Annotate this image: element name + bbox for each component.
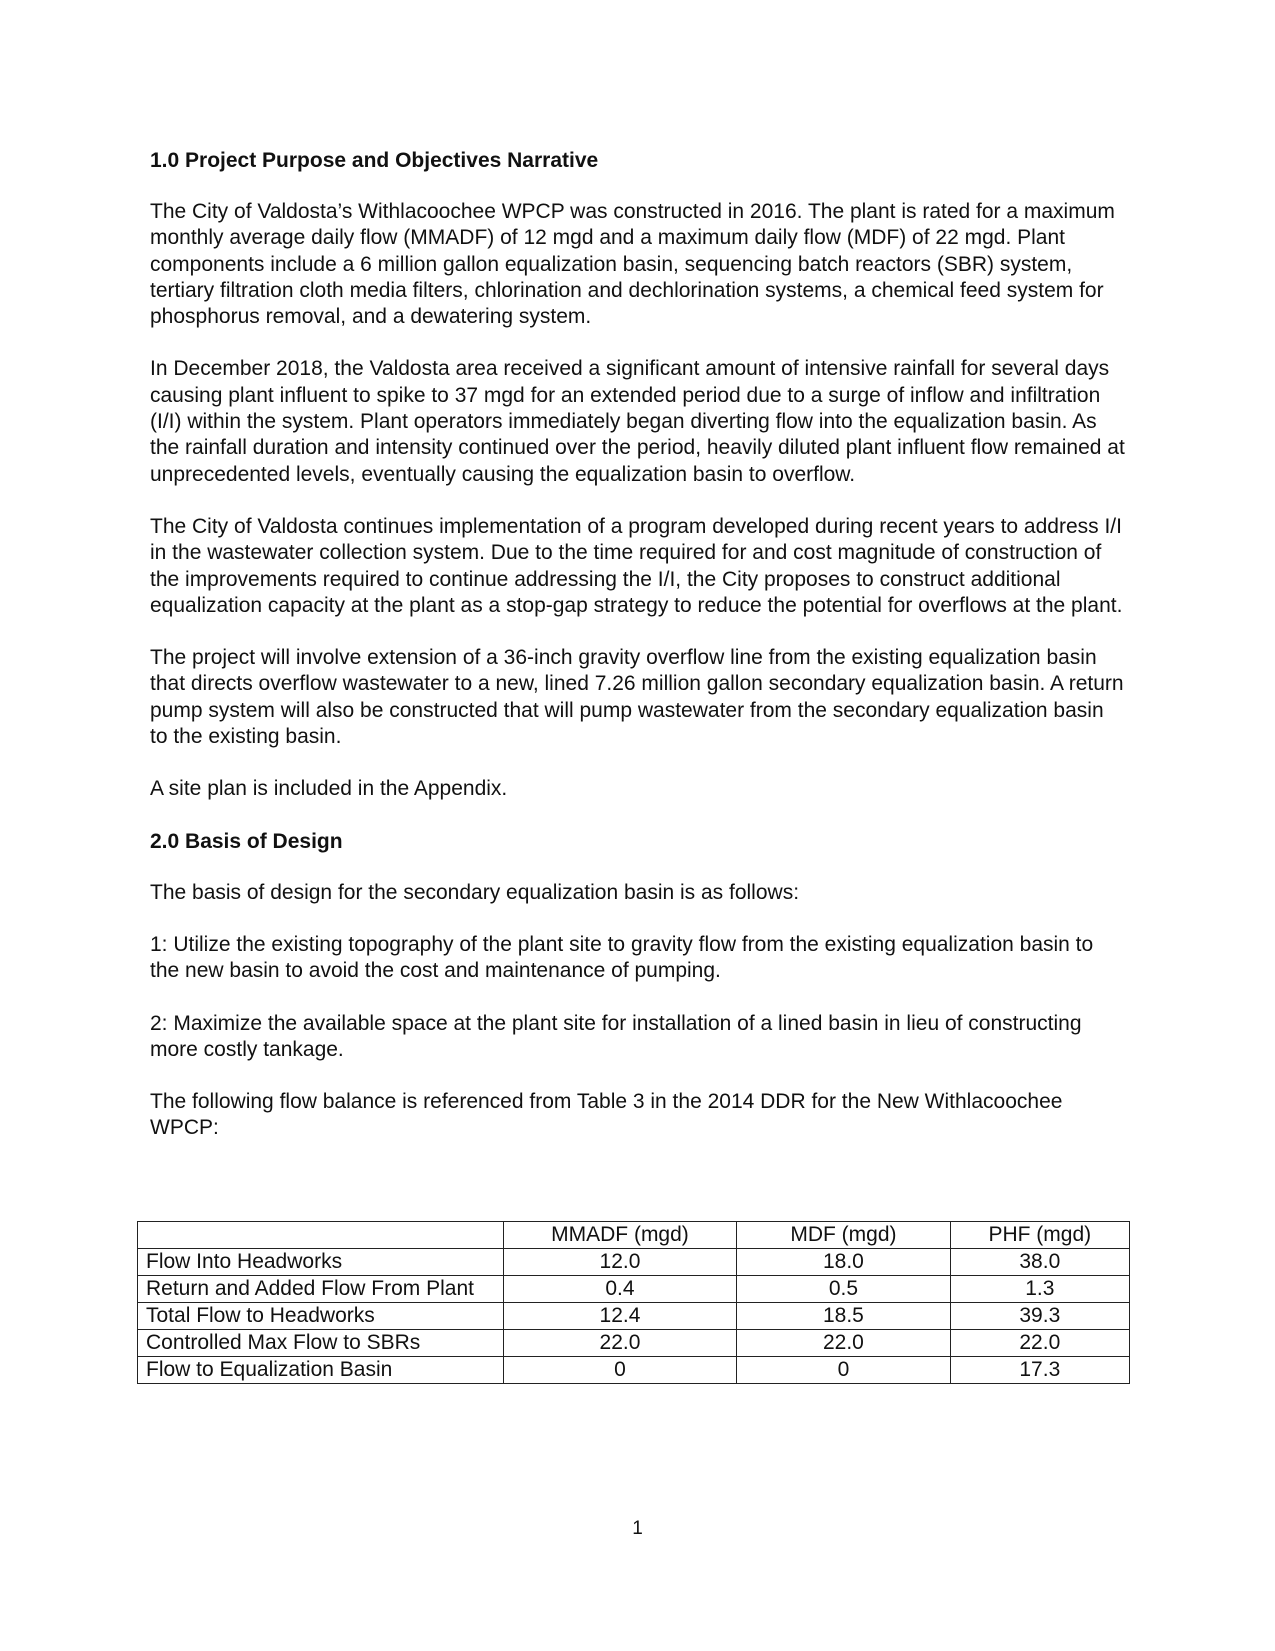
table-row [138, 1330, 1130, 1357]
section-2-paragraph-1: The basis of design for the secondary equalization basin is as follows: [150, 880, 800, 904]
table-cell: 0.5 [737, 1276, 950, 1303]
table-cell: 0 [503, 1357, 736, 1384]
table-cell: 22.0 [950, 1330, 1129, 1357]
table-row [138, 1276, 1130, 1303]
flow-balance-table [137, 1221, 1130, 1384]
page-number: 1 [632, 1518, 643, 1539]
document-body [150, 148, 1125, 1168]
section-2-paragraph-2: 1: Utilize the existing topography of the plant site to gravity flow from the existing equalization basin to the new basin to avoid the cost and maintenance of pumping. [150, 932, 1094, 983]
section-1-paragraph-5: A site plan is included in the Appendix. [150, 777, 508, 801]
section-2-paragraph-3: 2: Maximize the available space at the plant site for installation of a lined basin in lieu of constructing more costly tankage. [150, 1011, 1082, 1061]
table-cell: 0.4 [503, 1276, 736, 1303]
table-cell: 22.0 [503, 1330, 736, 1357]
section-2-heading: 2.0 Basis of Design [150, 829, 343, 853]
table-cell: 22.0 [737, 1330, 950, 1357]
table-row [138, 1249, 1130, 1276]
table-cell: 38.0 [950, 1249, 1129, 1276]
table-row-label: Flow Into Headworks [138, 1249, 504, 1276]
table-header-cell [138, 1222, 504, 1249]
table-header-cell: MDF (mgd) [737, 1222, 950, 1249]
table-cell: 12.4 [503, 1303, 736, 1330]
table-header-cell: PHF (mgd) [950, 1222, 1129, 1249]
table-row [138, 1303, 1130, 1330]
table-cell: 18.0 [737, 1249, 950, 1276]
table-row-label: Total Flow to Headworks [138, 1303, 504, 1330]
table-row [138, 1357, 1130, 1384]
section-1-paragraph-4: The project will involve extension of a 36-inch gravity overflow line from the existing equalization basin that directs overflow wastewater to a new, lined 7.26 million gallon secondary equalization basin. A return pump system will also be constructed that will pump wastewater from the secondary equalization basin to the existing basin. [150, 646, 1124, 749]
table-row-label: Flow to Equalization Basin [138, 1357, 504, 1384]
table-cell: 1.3 [950, 1276, 1129, 1303]
section-2-paragraph-4: The following flow balance is referenced from Table 3 in the 2014 DDR for the New Withlacoochee WPCP: [150, 1090, 1063, 1140]
table-header-row [138, 1222, 1130, 1249]
table-row-label: Return and Added Flow From Plant [138, 1276, 504, 1303]
section-1-heading: 1.0 Project Purpose and Objectives Narrative [150, 149, 599, 172]
table-cell: 17.3 [950, 1357, 1129, 1384]
section-1-paragraph-3: The City of Valdosta continues implementation of a program developed during recent years to address I/I in the wastewater collection system. Due to the time required for and cost magnitude of construction of the improvements required to continue addressing the I/I, the City proposes to construct additional equalization capacity at the plant as a stop-gap strategy to reduce the potential for overflows at the plant. [150, 514, 1123, 617]
section-1-paragraph-1: The City of Valdosta’s Withlacoochee WPCP was constructed in 2016. The plant is rated for a maximum monthly average daily flow (MMADF) of 12 mgd and a maximum daily flow (MDF) of 22 mgd. Plant components include a 6 million gallon equalization basin, sequencing batch reactors (SBR) system, tertiary filtration cloth media filters, chlorination and dechlorination systems, a chemical feed system for phosphorus removal, and a dewatering system. [150, 200, 1115, 329]
table-header-cell: MMADF (mgd) [503, 1222, 736, 1249]
table-cell: 0 [737, 1357, 950, 1384]
table-cell: 18.5 [737, 1303, 950, 1330]
table-cell: 39.3 [950, 1303, 1129, 1330]
table-cell: 12.0 [503, 1249, 736, 1276]
section-1-paragraph-2: In December 2018, the Valdosta area received a significant amount of intensive rainfall for several days causing plant influent to spike to 37 mgd for an extended period due to a surge of inflow and infiltration (I/I) within the system. Plant operators immediately began diverting flow into the equalization basin. As the rainfall duration and intensity continued over the period, heavily diluted plant influent flow remained at unprecedented levels, eventually causing the equalization basin to overflow. [150, 357, 1125, 486]
table-row-label: Controlled Max Flow to SBRs [138, 1330, 504, 1357]
